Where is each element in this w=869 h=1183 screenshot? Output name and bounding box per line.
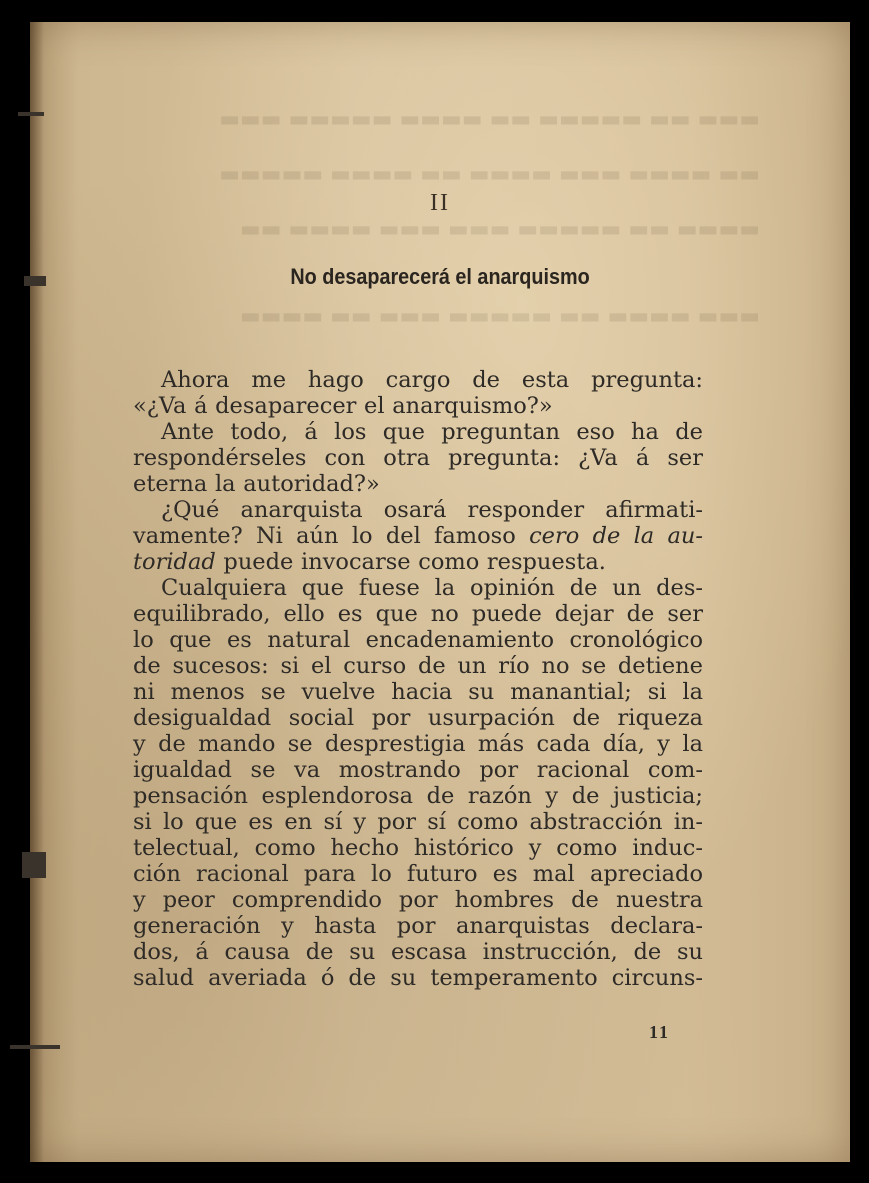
line-text: si lo que es en sí y por sí como abstracción in- xyxy=(133,809,703,835)
line-text: desigualdad social por usurpación de riqueza xyxy=(133,705,703,731)
body-text xyxy=(133,367,703,991)
page-number: 11 xyxy=(649,1022,671,1042)
body-line xyxy=(133,887,703,913)
body-line xyxy=(133,523,703,549)
body-line xyxy=(133,705,703,731)
body-line xyxy=(133,939,703,965)
bleed-through-texture: ▬▬▬ ▬▬▬▬ ▬▬ ▬▬▬▬▬ ▬▬▬ ▬▬ ▬▬▬▬ xyxy=(239,304,760,329)
line-text: pensación esplendorosa de razón y de justicia; xyxy=(133,783,703,809)
body-line xyxy=(133,679,703,705)
line-text: Cualquiera que fuese la opinión de un des- xyxy=(161,575,703,601)
chapter-title: No desaparecerá el anarquismo xyxy=(290,264,590,289)
italic-phrase: cero de la au- xyxy=(529,523,703,549)
chapter-number: II xyxy=(430,190,450,216)
line-text: equilibrado, ello es que no puede dejar de ser xyxy=(133,601,703,627)
body-line xyxy=(133,757,703,783)
line-text: generación y hasta por anarquistas declara- xyxy=(133,913,703,939)
line-text: de sucesos: si el curso de un río no se detiene xyxy=(133,653,703,679)
body-line xyxy=(133,965,703,991)
line-text: igualdad se va mostrando por racional com- xyxy=(133,757,703,783)
body-line xyxy=(133,497,703,523)
body-line xyxy=(133,393,703,419)
body-line xyxy=(133,445,703,471)
body-line xyxy=(133,471,703,497)
body-line xyxy=(133,419,703,445)
body-line xyxy=(133,575,703,601)
body-line xyxy=(133,601,703,627)
binding-mark xyxy=(22,852,46,878)
body-line xyxy=(133,627,703,653)
bleed-through-texture: ▬▬▬▬ ▬▬ ▬▬▬▬▬ ▬▬▬ ▬▬▬ ▬▬▬▬ ▬▬ xyxy=(239,217,760,242)
page-paper xyxy=(30,22,850,1162)
body-line xyxy=(133,913,703,939)
line-text: y de mando se desprestigia más cada día, y la xyxy=(133,731,703,757)
bleed-through-texture: ▬▬ ▬▬▬▬ ▬▬▬ ▬▬▬▬ ▬▬ ▬▬▬▬ ▬▬▬▬▬ xyxy=(219,162,760,187)
body-line xyxy=(133,783,703,809)
line-text: Ante todo, á los que preguntan eso ha de xyxy=(161,419,703,445)
binding-mark xyxy=(24,276,46,286)
line-text: telectual, como hecho histórico y como induc- xyxy=(133,835,703,861)
body-line xyxy=(133,653,703,679)
line-text: Ahora me hago cargo de esta pregunta: xyxy=(161,367,703,393)
body-line xyxy=(133,731,703,757)
body-line xyxy=(133,861,703,887)
line-text: salud averiada ó de su temperamento circuns- xyxy=(133,965,703,991)
line-text: ción racional para lo futuro es mal apreciado xyxy=(133,861,703,887)
binding-mark xyxy=(10,1045,60,1049)
line-text: puede invocarse como respuesta. xyxy=(215,549,606,575)
body-line xyxy=(133,809,703,835)
body-line xyxy=(133,835,703,861)
italic-phrase: toridad xyxy=(133,549,216,575)
line-text: ¿Qué anarquista osará responder afirmati- xyxy=(161,497,703,523)
line-text: vamente? Ni aún lo del famoso xyxy=(133,523,530,549)
line-text: dos, á causa de su escasa instrucción, de su xyxy=(133,939,703,965)
body-line xyxy=(133,367,703,393)
line-text: «¿Va á desaparecer el anarquismo?» xyxy=(133,393,553,419)
bleed-through-texture: ▬▬▬ ▬▬ ▬▬▬▬▬ ▬▬ ▬▬▬▬ ▬▬▬▬▬ ▬▬▬ xyxy=(219,107,760,132)
line-text: ni menos se vuelve hacia su manantial; si la xyxy=(133,679,703,705)
line-text: lo que es natural encadenamiento cronológico xyxy=(133,627,703,653)
binding-mark xyxy=(18,112,44,116)
body-line xyxy=(133,549,703,575)
line-text: y peor comprendido por hombres de nuestra xyxy=(133,887,703,913)
line-text: respondérseles con otra pregunta: ¿Va á ser xyxy=(133,445,703,471)
line-text: eterna la autoridad?» xyxy=(133,471,380,497)
